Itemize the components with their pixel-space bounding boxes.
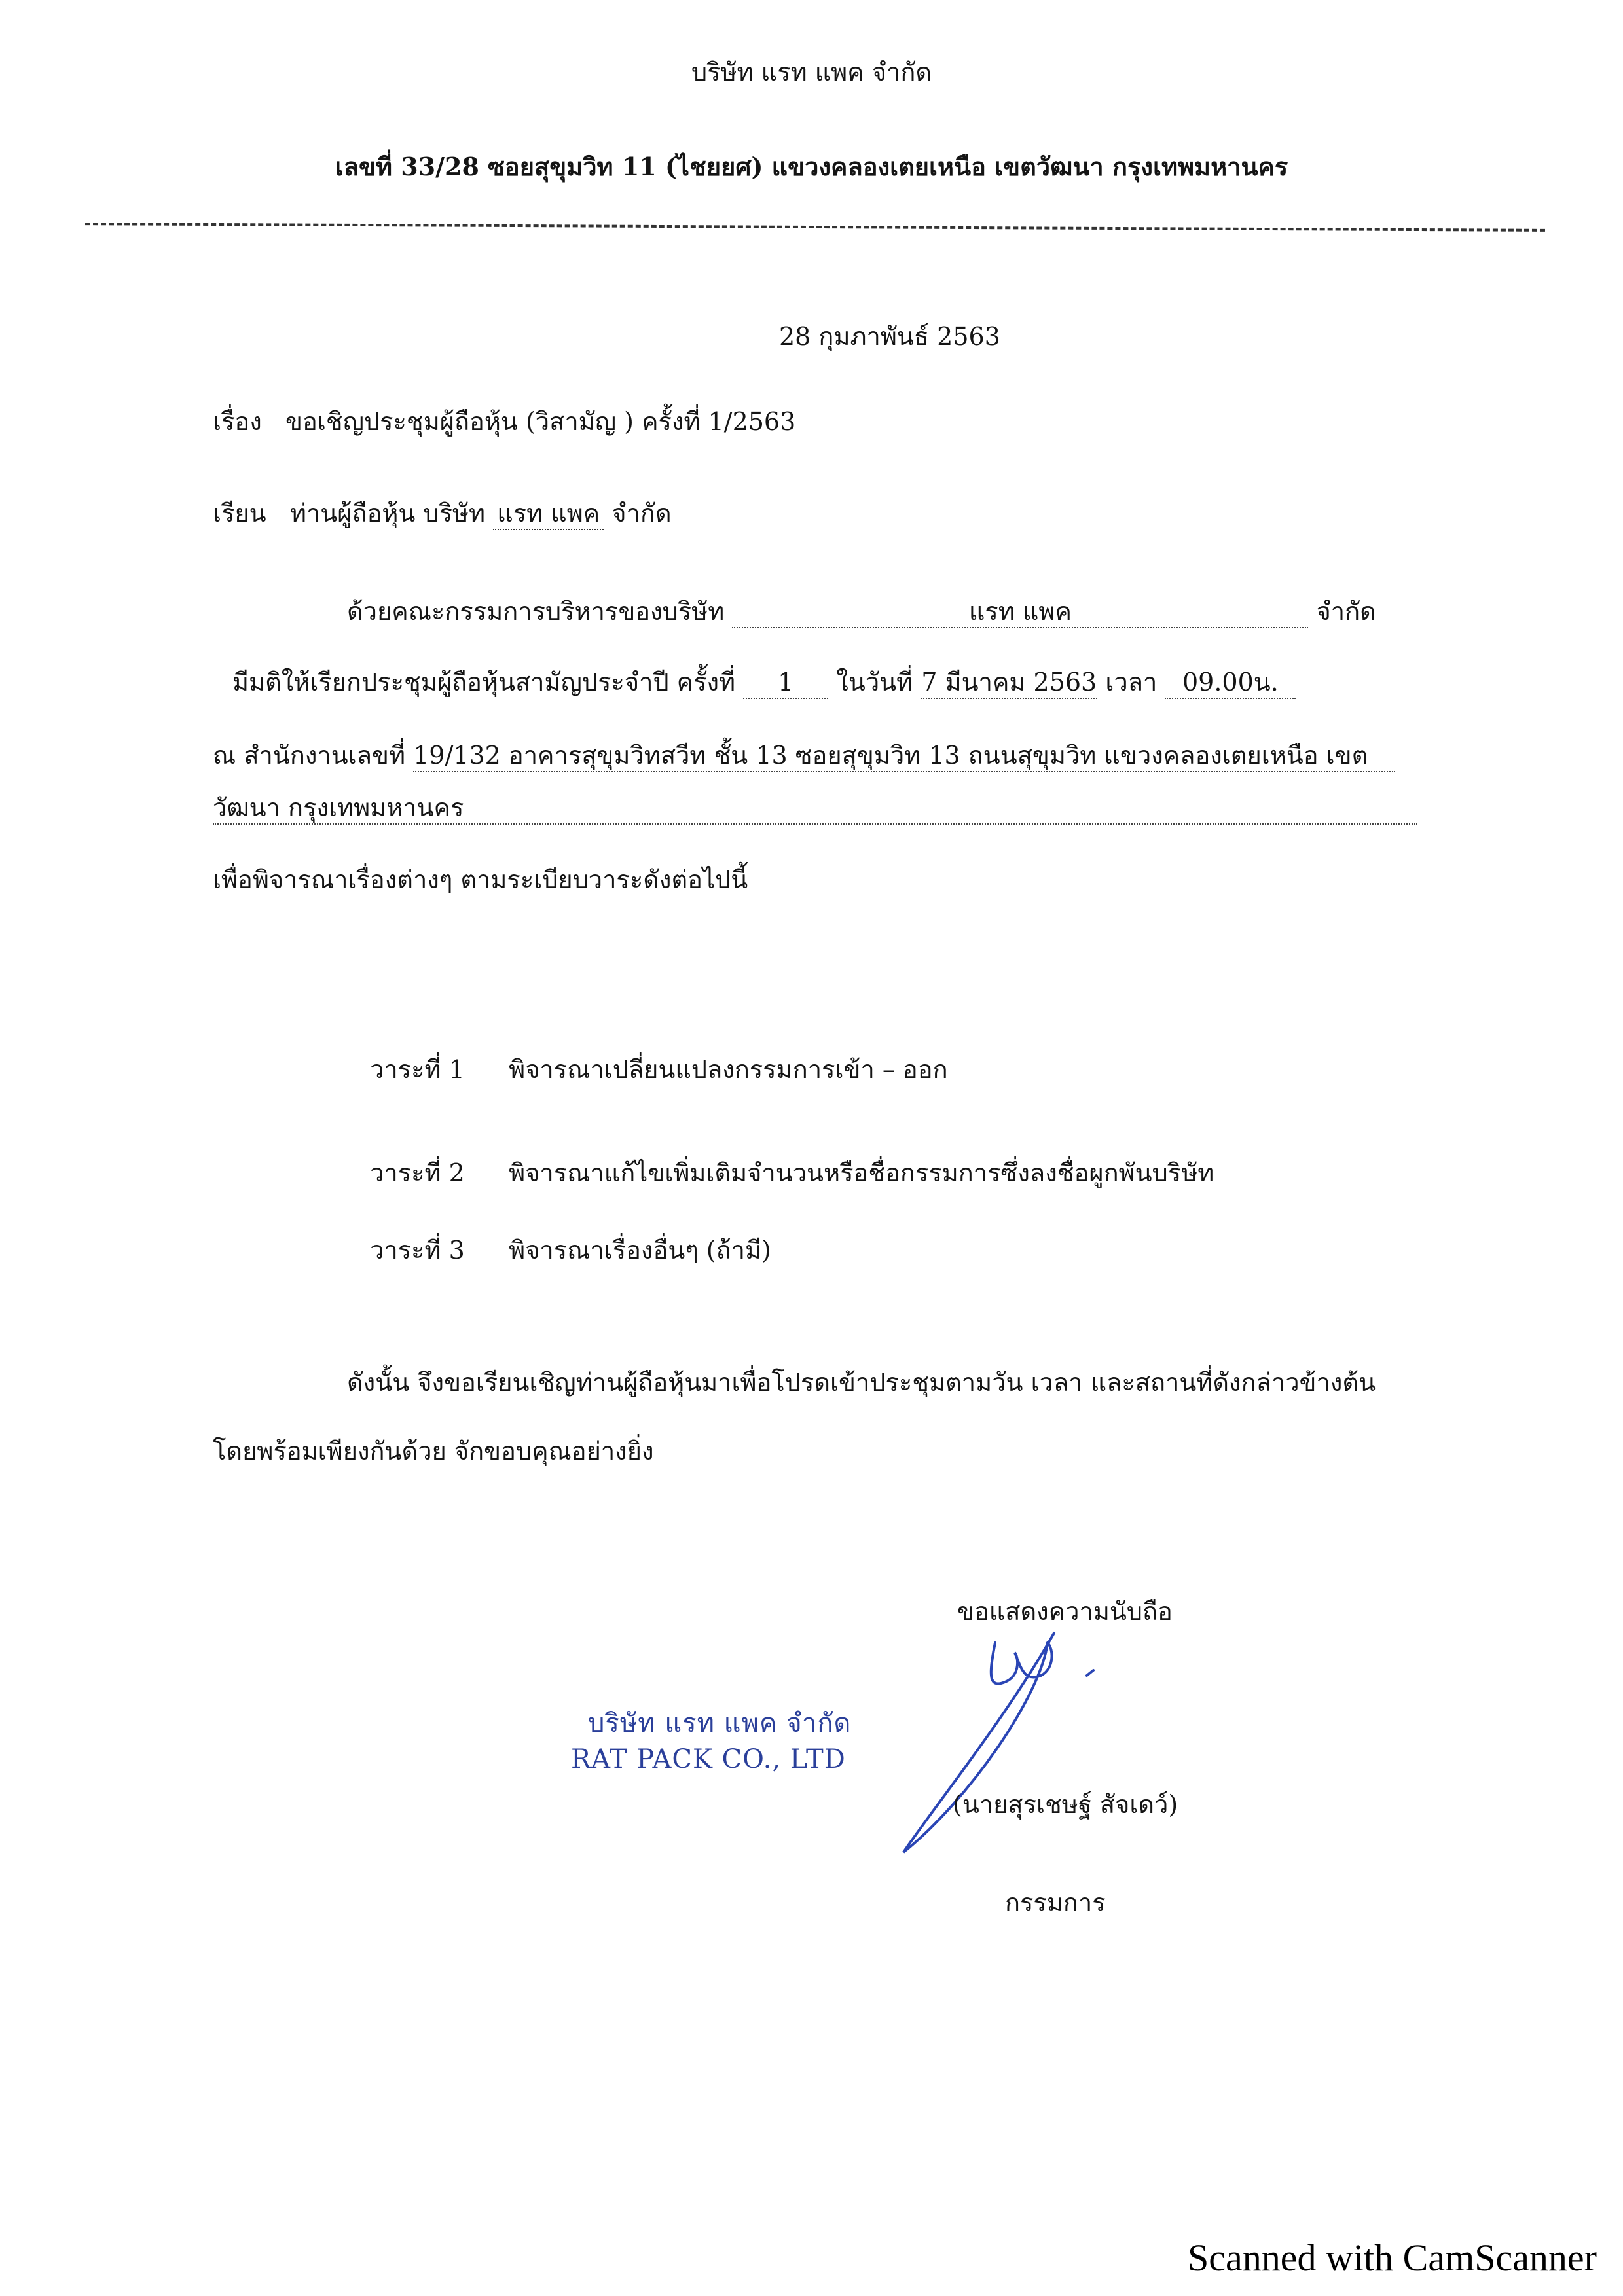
letter-date: 28 กุมภาพันธ์ 2563 xyxy=(779,322,1000,351)
agenda-item xyxy=(370,1158,1214,1189)
header-divider xyxy=(85,223,1545,232)
recipient-label: เรียน xyxy=(213,499,266,528)
signatory-name: (นายสุรเชษฐ์ สัจเดว์) xyxy=(953,1790,1178,1819)
body-line-5: เพื่อพิจารณาเรื่องต่างๆ ตามระเบียบวาระดังต่อไปนี้ xyxy=(213,865,748,894)
scanner-watermark: Scanned with CamScanner xyxy=(1188,2236,1597,2279)
agenda-number: วาระที่ 2 xyxy=(370,1158,465,1187)
company-stamp-english: RAT PACK CO., LTD xyxy=(571,1744,846,1774)
recipient-line xyxy=(213,499,672,530)
venue-label: ณ สำนักงานเลขที่ xyxy=(213,741,406,770)
meeting-date: 7 มีนาคม 2563 xyxy=(921,668,1097,699)
signature-mark xyxy=(890,1617,1165,1865)
recipient-prefix: ท่านผู้ถือหุ้น บริษัท xyxy=(289,499,486,528)
agenda-text: พิจารณาแก้ไขเพิ่มเติมจำนวนหรือชื่อกรรมการซึ่งลงชื่อผูกพันบริษัท xyxy=(509,1158,1214,1187)
signatory-title: กรรมการ xyxy=(1005,1888,1106,1917)
subject-label: เรื่อง xyxy=(213,407,262,436)
company-stamp-thai: บริษัท แรท แพค จำกัด xyxy=(588,1708,852,1738)
subject-line xyxy=(213,407,795,437)
closing-line-2: โดยพร้อมเพียงกันด้วย จักขอบคุณอย่างยิ่ง xyxy=(213,1437,654,1465)
para1-lead: ด้วยคณะกรรมการบริหารของบริษัท xyxy=(347,597,725,626)
company-address: เลขที่ 33/28 ซอยสุขุมวิท 11 (ไชยยศ) แขวงคลองเตยเหนือ เขตวัฒนา กรุงเทพมหานคร xyxy=(335,152,1288,181)
meeting-time: 09.00น. xyxy=(1165,668,1296,699)
para1-tail: จำกัด xyxy=(1316,597,1376,626)
body-line-4 xyxy=(213,793,1417,825)
meeting-text-b: ในวันที่ xyxy=(836,668,913,696)
body-line-1 xyxy=(347,597,1376,628)
venue-address: 19/132 อาคารสุขุมวิทสวีท ชั้น 13 ซอยสุขุมวิท 13 ถนนสุขุมวิท แขวงคลองเตยเหนือ เขต xyxy=(413,741,1395,772)
body-line-3 xyxy=(213,741,1395,772)
agenda-item xyxy=(370,1236,771,1266)
agenda-item xyxy=(370,1055,948,1085)
recipient-company: แรท แพค xyxy=(493,499,604,530)
body-line-2 xyxy=(232,668,1296,699)
regards-text: ขอแสดงความนับถือ xyxy=(957,1597,1173,1626)
recipient-suffix: จำกัด xyxy=(611,499,672,528)
agenda-number: วาระที่ 1 xyxy=(370,1055,465,1084)
venue-address-cont: วัฒนา กรุงเทพมหานคร xyxy=(213,793,1417,825)
agenda-number: วาระที่ 3 xyxy=(370,1236,465,1265)
meeting-number: 1 xyxy=(743,668,828,699)
company-name: บริษัท แรท แพค จำกัด xyxy=(691,58,932,86)
agenda-text: พิจารณาเปลี่ยนแปลงกรรมการเข้า – ออก xyxy=(509,1055,948,1084)
meeting-text-c: เวลา xyxy=(1105,668,1158,696)
para1-company: แรท แพค xyxy=(732,597,1308,628)
subject-text: ขอเชิญประชุมผู้ถือหุ้น (วิสามัญ ) ครั้งที่ 1/2563 xyxy=(285,407,796,436)
closing-line-1: ดังนั้น จึงขอเรียนเชิญท่านผู้ถือหุ้นมาเพื่อโปรดเข้าประชุมตามวัน เวลา และสถานที่ดังกล่าวข้างต้น xyxy=(347,1368,1376,1397)
meeting-text-a: มีมติให้เรียกประชุมผู้ถือหุ้นสามัญประจำปี ครั้งที่ xyxy=(232,668,736,696)
agenda-text: พิจารณาเรื่องอื่นๆ (ถ้ามี) xyxy=(509,1236,771,1265)
